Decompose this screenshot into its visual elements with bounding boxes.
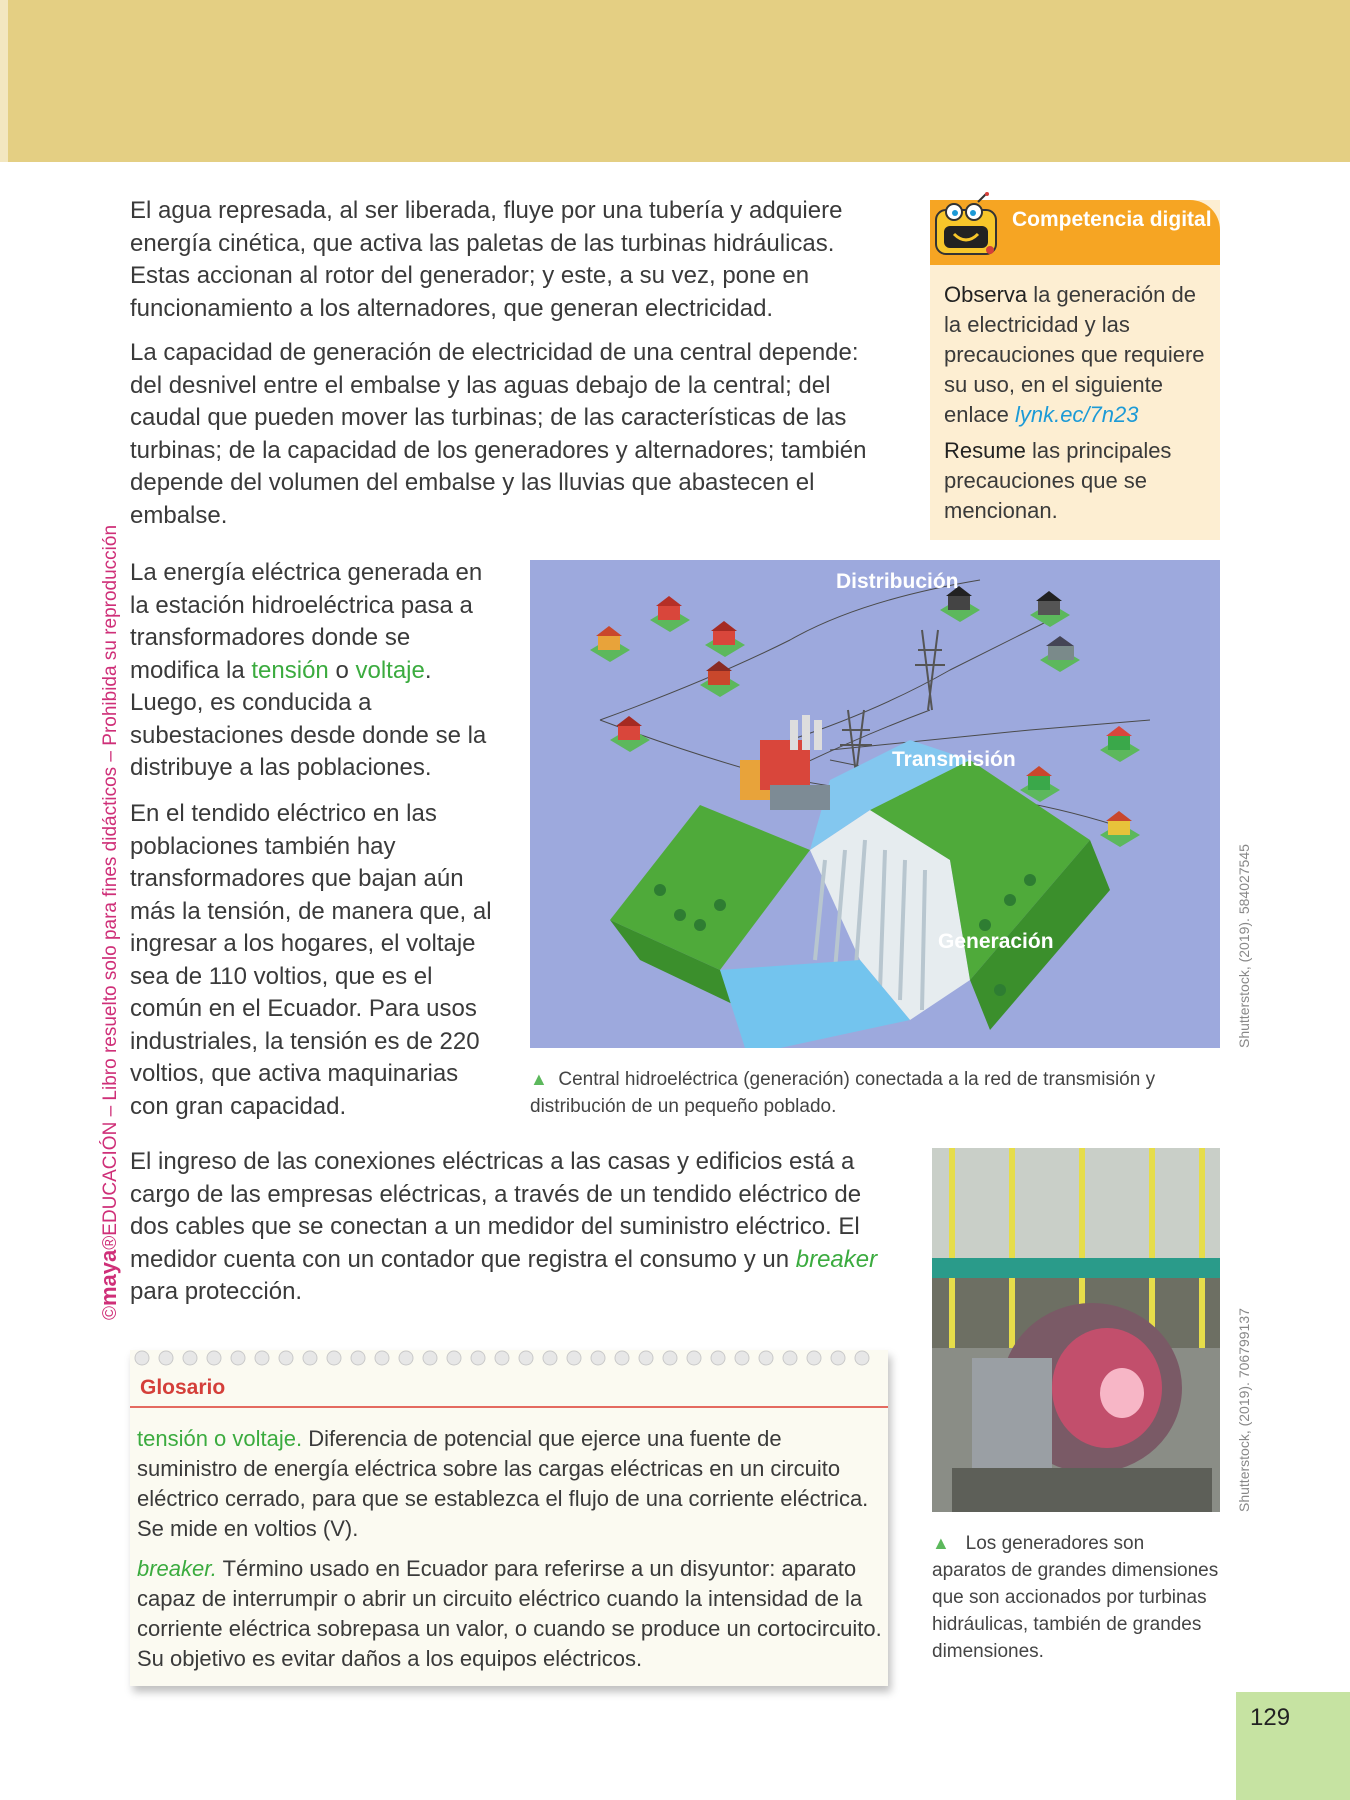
observa-verb: Observa: [944, 282, 1028, 307]
notebook-dots: [130, 1347, 888, 1369]
triangle-icon-2: ▲: [932, 1533, 950, 1553]
copyright-credit: [96, 525, 122, 1320]
label-transmision: Transmisión: [892, 748, 1016, 771]
copyright-symbol: ©: [100, 1306, 121, 1320]
illustration-credit: Shutterstock, (2019). 584027545: [1236, 844, 1252, 1048]
label-generacion: Generación: [938, 930, 1054, 953]
paragraph-water-flow: El agua represada, al ser liberada, fluye por una tubería y adquiere energía cinética, que activa las paletas de las turbinas hidráulicas. Estas accionan al rotor del generador; y este, a su vez, pone en funcionamiento a los alternadores, que generan electricidad.: [130, 197, 843, 322]
illustration-caption: ▲ Central hidroeléctrica (generación) conectada a la red de transmisión y distribución de un pequeño poblado.: [530, 1069, 1156, 1117]
page-number: 129: [1250, 1704, 1291, 1731]
digital-competence-title: Competencia digital: [1012, 208, 1212, 231]
label-distribucion: Distribución: [836, 570, 959, 593]
header-band-edge: [0, 0, 8, 162]
glossary-term-breaker: breaker.: [137, 1556, 217, 1581]
power-plant: [740, 715, 830, 810]
triangle-icon: ▲: [530, 1069, 548, 1089]
paragraph-voltage: En el tendido eléctrico en las poblaciones también hay transformadores que bajan aún más la tensión, de manera que, al ingresar a los hogares, el voltaje sea de 110 voltios, que es el común en el Ecuador. Para usos industriales, la tensión es de 220 voltios, que activa maquinarias con gran capacidad.: [130, 800, 492, 1120]
generator-photo: [932, 1148, 1220, 1512]
robot-mascot-icon: [928, 192, 1004, 264]
paragraph-transformers: La energía eléctrica generada en la estación hidroeléctrica pasa a transformadores donde se modifica la tensión o voltaje. Luego, es conducida a subestaciones desde donde se la distribuye a las poblaciones.: [130, 559, 487, 781]
hydroelectric-illustration: [530, 560, 1220, 1048]
term-voltaje: voltaje: [355, 656, 425, 684]
paragraph-connections: El ingreso de las conexiones eléctricas a las casas y edificios está a cargo de las empresas eléctricas, a través de un tendido eléctrico de dos cables que se conectan a un medidor del suministro eléctrico. El medidor cuenta con un contador que registra el consumo y un breaker para protección.: [130, 1148, 878, 1305]
photo-caption: ▲ Los generadores son aparatos de grandes dimensiones que son accionados por turbinas hidráulicas, también de grandes dimensiones.: [932, 1533, 1219, 1662]
glossary-title: Glosario: [140, 1376, 226, 1399]
maya-logo: maya: [96, 1249, 121, 1306]
digital-competence-text: Observa la generación de la electricidad y las precauciones que requiere su uso, en el siguiente enlace lynk.ec/7n23 Resume las principales precauciones que se mencionan.: [944, 282, 1205, 523]
glossary-term-tension: tensión o voltaje.: [137, 1426, 303, 1451]
term-breaker: breaker: [795, 1245, 878, 1273]
term-tension: tensión: [251, 656, 329, 684]
glossary-entry-tension: tensión o voltaje. Diferencia de potencial que ejerce una fuente de suministro de energía eléctrica sobre las cargas eléctricas en un circuito eléctrico cerrado, para que se establezca el flujo de una corriente eléctrica. Se mide en voltios (V).: [137, 1426, 869, 1541]
external-link[interactable]: lynk.ec/7n23: [1014, 402, 1139, 427]
glossary-entry-breaker: breaker. Término usado en Ecuador para referirse a un disyuntor: aparato capaz de interrumpir o abrir un circuito eléctrico cuando la intensidad de la corriente eléctrica sobrepasa un valor, o cuando se produce un cortocircuito. Su objetivo es evitar daños a los equipos eléctricos.: [137, 1556, 882, 1671]
hydroelectric-scene: [530, 560, 1220, 1048]
glossary-underline: [130, 1406, 888, 1408]
page-number-tab: [1236, 1692, 1350, 1800]
copyright-text: ®EDUCACIÓN – Libro resuelto solo para fines didácticos – Prohibida su reproducción: [100, 524, 121, 1250]
paragraph-capacity: La capacidad de generación de electricidad de una central depende: del desnivel entre el embalse y las aguas debajo de la central; del caudal que pueden mover las turbinas; de las características de las turbinas; de la capacidad de los generadores y alternadores; también depende del volumen del embalse y las lluvias que abastecen el embalse.: [130, 339, 867, 529]
photo-credit: Shutterstock, (2019). 706799137: [1236, 1308, 1252, 1512]
resume-verb: Resume: [944, 438, 1026, 463]
header-band: [0, 0, 1350, 162]
